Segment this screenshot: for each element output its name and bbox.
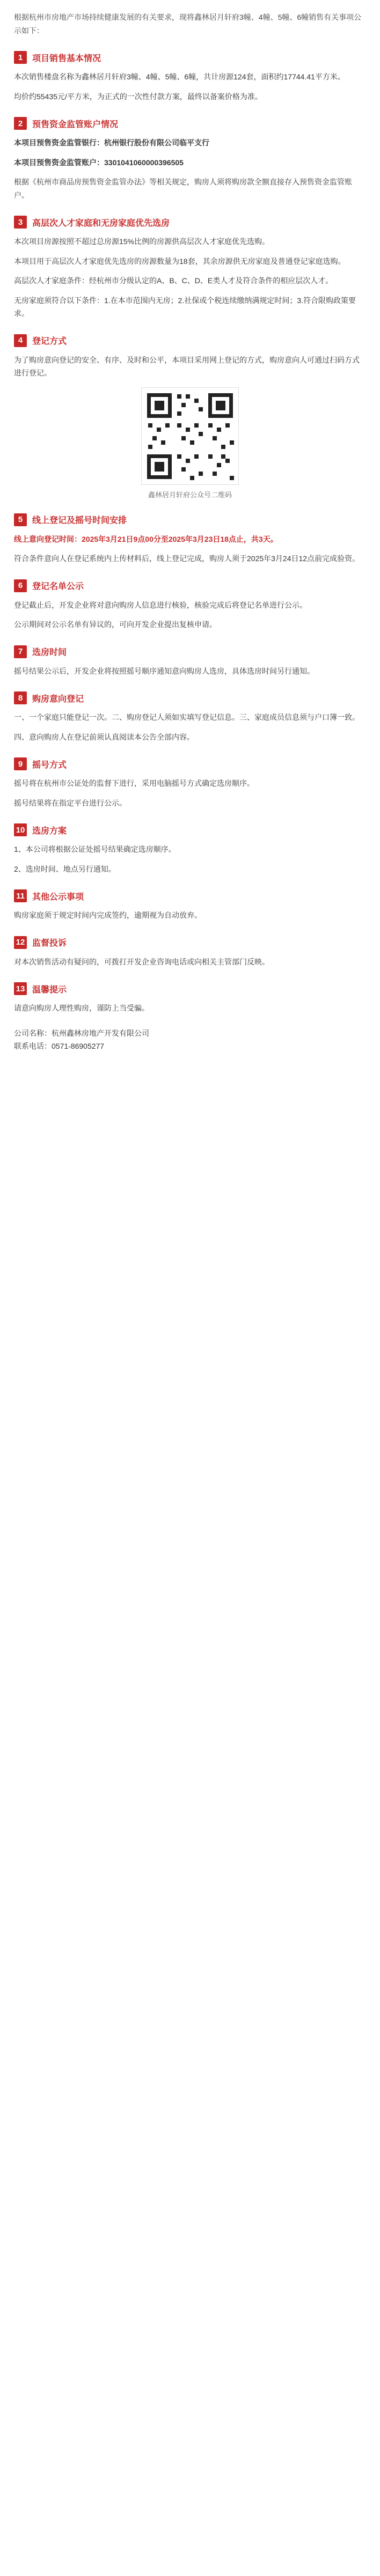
section-number: 10 [14, 823, 27, 836]
section-1 [14, 51, 366, 103]
section-paragraph: 为了购房意向登记的安全、有序、及时和公平，本项目采用网上登记的方式，购房意向人可通过扫码方式进行登记。 [14, 355, 360, 377]
section-paragraph: 根据《杭州市商品房预售资金监管办法》等相关规定，购房人须将购房款全额直接存入预售资金监管账户。 [14, 178, 352, 200]
intro-text: 根据杭州市房地产市场持续健康发展的有关要求，现将鑫林居月轩府3幢、4幢、5幢、6幢销售有关事项公示如下： [14, 13, 362, 35]
section-paragraph: 2、选房时间、地点另行通知。 [14, 864, 116, 873]
section-paragraph: 符合条件意向人在登记系统内上传材料后，线上登记完成，购房人须于2025年3月24日12点前完成验资。 [14, 554, 360, 563]
section-paragraph: 对本次销售活动有疑问的，可拨打开发企业咨询电话或向相关主管部门反映。 [14, 957, 269, 966]
section-header [14, 51, 366, 64]
section-header [14, 513, 366, 526]
section-header [14, 691, 366, 704]
section-title: 选房方案 [32, 826, 67, 836]
section-title: 摇号方式 [32, 760, 67, 770]
section-8 [14, 691, 366, 744]
section-paragraph: 购房家庭须于规定时间内完成签约，逾期视为自动放弃。 [14, 911, 202, 919]
section-paragraph: 本项目用于高层次人才家庭优先选房的房源数量为18套，其余房源供无房家庭及普通登记家庭选购。 [14, 256, 346, 266]
footer-phone: 联系电话：0571-86905277 [14, 1041, 105, 1050]
section-paragraph: 公示期间对公示名单有异议的，可向开发企业提出复核申请。 [14, 620, 217, 629]
section-number: 2 [14, 117, 27, 130]
section-7 [14, 645, 366, 678]
section-2 [14, 117, 366, 202]
section-title: 项目销售基本情况 [32, 54, 101, 63]
section-title: 登记名单公示 [32, 582, 84, 591]
section-header [14, 334, 366, 347]
section-paragraph: 四、意向购房人在登记前须认真阅读本公告全部内容。 [14, 732, 194, 741]
section-12 [14, 936, 366, 969]
section-title: 温馨提示 [32, 985, 67, 995]
section-title: 预售资金监管账户情况 [32, 120, 119, 129]
section-number: 12 [14, 936, 27, 949]
section-paragraph: 摇号结果将在指定平台进行公示。 [14, 798, 127, 807]
section-6 [14, 579, 366, 631]
section-number: 6 [14, 579, 27, 592]
section-title: 选房时间 [32, 648, 67, 657]
section-title: 登记方式 [32, 337, 67, 346]
section-header [14, 823, 366, 836]
section-header [14, 757, 366, 770]
section-number: 3 [14, 216, 27, 229]
qr-caption: 鑫林居月轩府公众号二维码 [148, 490, 232, 499]
section-paragraph: 摇号将在杭州市公证处的监督下进行，采用电脑摇号方式确定选房顺序。 [14, 779, 254, 787]
section-title: 线上登记及摇号时间安排 [32, 516, 127, 525]
section-paragraph: 高层次人才家庭条件：经杭州市分级认定的A、B、C、D、E类人才及符合条件的相应层次人才。 [14, 276, 333, 285]
section-header [14, 889, 366, 902]
section-paragraph: 本项目预售资金监管账户：3301041060000396505 [14, 158, 184, 167]
footer [14, 1028, 366, 1051]
section-10 [14, 823, 366, 875]
section-number: 1 [14, 51, 27, 64]
section-number: 9 [14, 757, 27, 770]
section-header [14, 579, 366, 592]
section-title: 购房意向登记 [32, 694, 84, 704]
section-paragraph: 本次销售楼盘名称为鑫林居月轩府3幢、4幢、5幢、6幢，共计房源124套，面积约17744.41平方米。 [14, 72, 345, 81]
section-paragraph: 本项目预售资金监管银行：杭州银行股份有限公司临平支行 [14, 138, 209, 147]
section-5 [14, 513, 366, 565]
section-number: 8 [14, 691, 27, 704]
section-number: 4 [14, 334, 27, 347]
section-header [14, 216, 366, 229]
section-number: 5 [14, 513, 27, 526]
section-paragraph: 本次项目房源按照不超过总房源15%比例的房源供高层次人才家庭优先选购。 [14, 237, 270, 246]
section-header [14, 645, 366, 658]
section-13 [14, 982, 366, 1015]
section-title: 监督投诉 [32, 939, 67, 948]
section-paragraph: 一、一个家庭只能登记一次。二、购房登记人须如实填写登记信息。三、家庭成员信息须与户口簿一致。 [14, 713, 360, 722]
section-11 [14, 889, 366, 922]
section-paragraph: 1、本公司将根据公证处摇号结果确定选房顺序。 [14, 845, 176, 853]
section-header [14, 936, 366, 949]
section-number: 13 [14, 982, 27, 995]
section-3 [14, 216, 366, 320]
section-paragraph: 登记截止后，开发企业将对意向购房人信息进行核验，核验完成后将登记名单进行公示。 [14, 600, 307, 609]
section-title: 高层次人才家庭和无房家庭优先选房 [32, 218, 170, 228]
section-header [14, 982, 366, 995]
section-number: 7 [14, 645, 27, 658]
section-header [14, 117, 366, 130]
section-paragraph: 线上意向登记时间：2025年3月21日9点00分至2025年3月23日18点止，共3天。 [14, 534, 278, 543]
section-title: 其他公示事项 [32, 892, 84, 902]
section-paragraph: 摇号结果公示后，开发企业将按照摇号顺序通知意向购房人选房，具体选房时间另行通知。 [14, 666, 315, 675]
qr-block [14, 387, 366, 499]
section-paragraph: 无房家庭须符合以下条件：1.在本市范围内无房；2.社保或个税连续缴纳满规定时间；3.符合限购政策要求。 [14, 296, 356, 318]
section-4 [14, 334, 366, 499]
section-number: 11 [14, 889, 27, 902]
footer-company: 公司名称：杭州鑫林房地产开发有限公司 [14, 1028, 149, 1037]
qr-code-icon[interactable] [141, 387, 239, 485]
section-9 [14, 757, 366, 809]
section-paragraph: 请意向购房人理性购房，谨防上当受骗。 [14, 1004, 149, 1012]
section-paragraph: 均价约55435元/平方米，为正式的一次性付款方案，最终以备案价格为准。 [14, 92, 262, 101]
